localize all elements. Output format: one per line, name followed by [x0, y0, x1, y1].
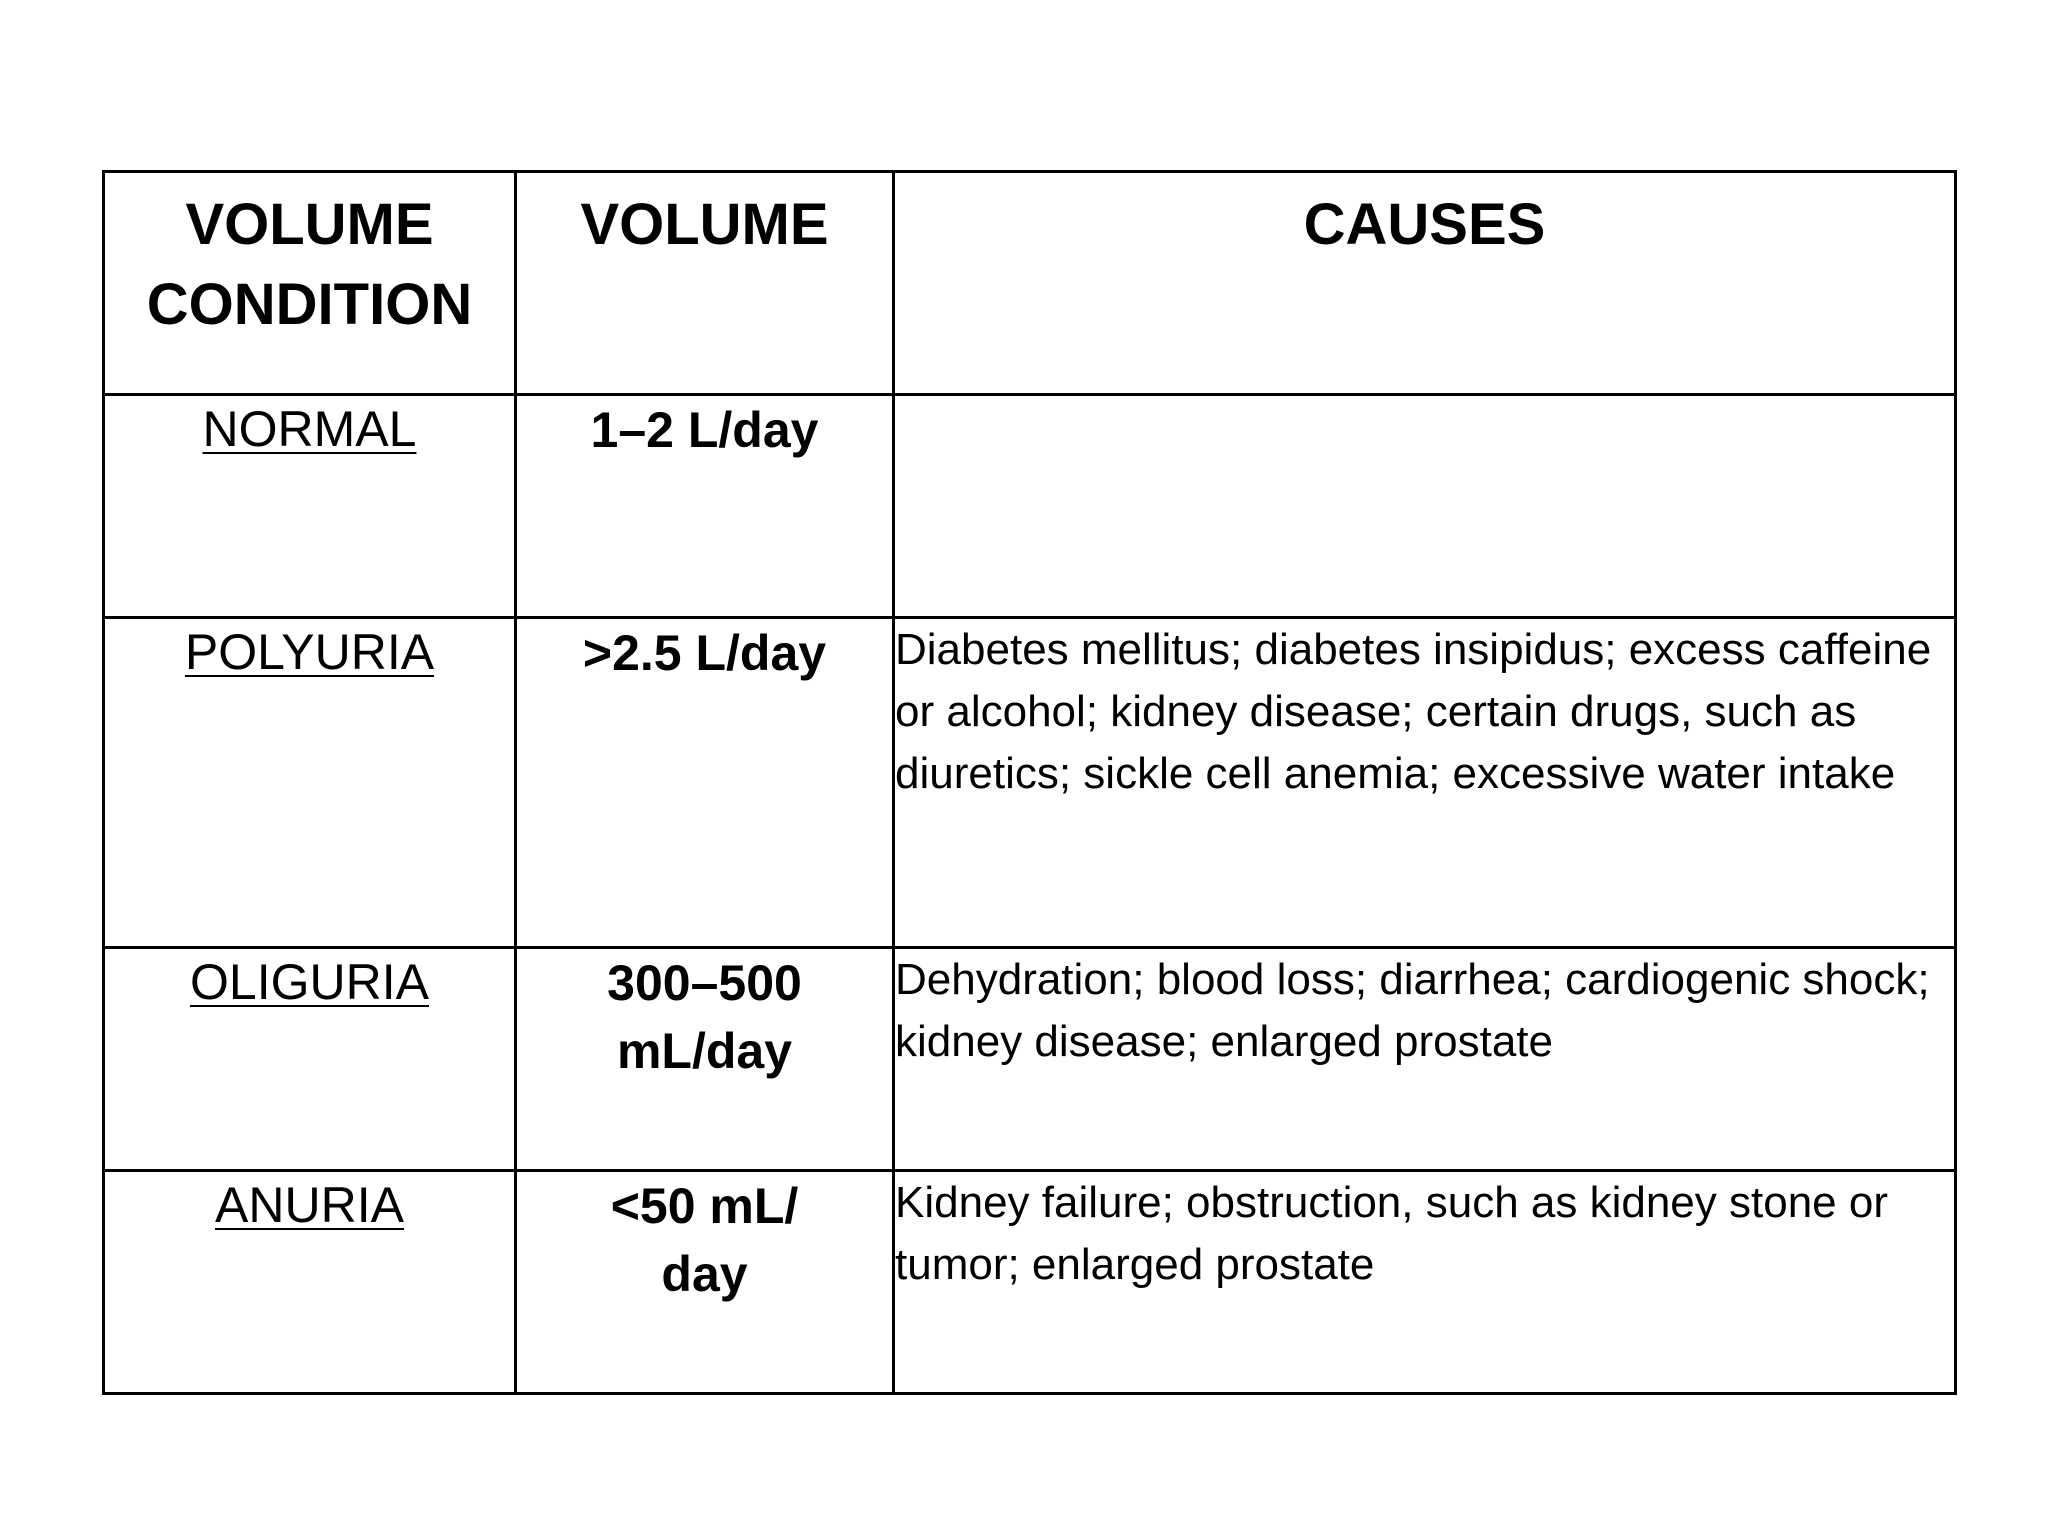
table-row: [104, 395, 1956, 618]
volume-cell: [516, 1171, 894, 1394]
table-row: [104, 618, 1956, 948]
condition-cell: [104, 618, 516, 948]
table-row: [104, 1171, 1956, 1394]
volume-cell: [516, 948, 894, 1171]
header-causes-label: CAUSES: [1303, 192, 1546, 257]
condition-label: ANURIA: [215, 1177, 404, 1233]
table-header-row: [104, 172, 1956, 395]
volume-cell: [516, 395, 894, 618]
condition-cell: [104, 395, 516, 618]
urine-volume-table: [102, 170, 1957, 1395]
header-volume-condition-label: VOLUME CONDITION: [146, 192, 473, 337]
causes-text: Kidney failure; obstruction, such as kidney stone or tumor; enlarged prostate: [895, 1178, 1888, 1289]
header-volume: [516, 172, 894, 395]
condition-label: OLIGURIA: [190, 954, 429, 1010]
condition-cell: [104, 948, 516, 1171]
header-causes: [894, 172, 1956, 395]
causes-cell: [894, 1171, 1956, 1394]
causes-text: Dehydration; blood loss; diarrhea; cardiogenic shock; kidney disease; enlarged prostate: [895, 955, 1930, 1066]
table-row: [104, 948, 1956, 1171]
condition-cell: [104, 1171, 516, 1394]
volume-value: <50 mL/ day: [610, 1178, 799, 1302]
causes-cell: [894, 395, 1956, 618]
volume-value: 300–500 mL/day: [607, 955, 802, 1079]
volume-value: 1–2 L/day: [590, 402, 819, 458]
header-volume-label: VOLUME: [580, 192, 829, 257]
volume-cell: [516, 618, 894, 948]
causes-text: Diabetes mellitus; diabetes insipidus; excess caffeine or alcohol; kidney disease; certain drugs, such as diuretics; sickle cell anemia; excessive water intake: [895, 625, 1932, 798]
condition-label: POLYURIA: [184, 624, 435, 680]
condition-label: NORMAL: [202, 401, 417, 457]
header-volume-condition: [104, 172, 516, 395]
causes-cell: [894, 618, 1956, 948]
volume-value: >2.5 L/day: [582, 625, 827, 681]
causes-cell: [894, 948, 1956, 1171]
